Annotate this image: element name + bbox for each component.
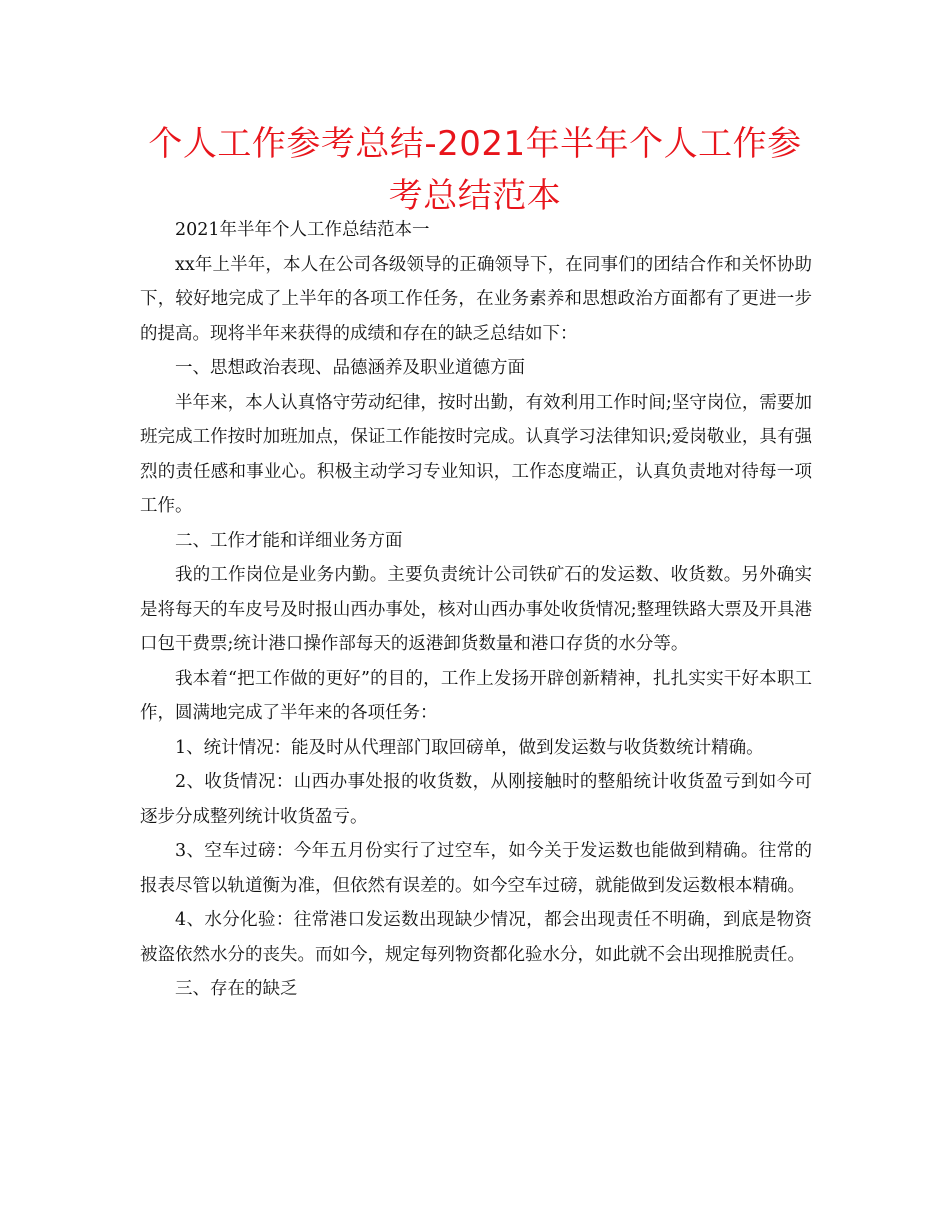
- paragraph-subtitle: 2021年半年个人工作总结范本一: [175, 220, 430, 240]
- paragraph-section-1: 半年来，本人认真恪守劳动纪律，按时出勤，有效利用工作时间;坚守岗位，需要加班完成工作按时加班加点，保证工作能按时完成。认真学习法律知识;爱岗敬业，具有强烈的责任感和事业心。积极主动学习专业知识，工作态度端正，认真负责地对待每一项工作。: [140, 392, 812, 516]
- section-heading-2: 二、工作才能和详细业务方面: [175, 530, 403, 551]
- list-item-1: 1、统计情况：能及时从代理部门取回磅单，做到发运数与收货数统计精确。: [175, 737, 764, 758]
- list-item-3: 3、空车过磅：今年五月份实行了过空车，如今关于发运数也能做到精确。往常的报表尽管以轨道衡为准，但依然有误差的。如今空车过磅，就能做到发运数根本精确。: [140, 841, 812, 896]
- list-item-2: 2、收货情况：山西办事处报的收货数，从刚接触时的整船统计收货盈亏到如今可逐步分成整列统计收货盈亏。: [140, 772, 812, 827]
- paragraph-section-2-b: 我本着“把工作做的更好”的目的，工作上发扬开辟创新精神，扎扎实实干好本职工作，圆满地完成了半年来的各项任务：: [140, 668, 812, 723]
- paragraph-intro: xx年上半年，本人在公司各级领导的正确领导下，在同事们的团结合作和关怀协助下，较好地完成了上半年的各项工作任务，在业务素养和思想政治方面都有了更进一步的提高。现将半年来获得的成绩和存在的缺乏总结如下：: [140, 254, 812, 344]
- section-heading-3: 三、存在的缺乏: [175, 979, 298, 999]
- list-item-4: 4、水分化验：往常港口发运数出现缺少情况，都会出现责任不明确，到底是物资被盗依然水分的丧失。而如今，规定每列物资都化验水分，如此就不会出现推脱责任。: [140, 910, 812, 965]
- document-title: 个人工作参考总结-2021年半年个人工作参考总结范本: [148, 124, 802, 216]
- paragraph-section-2: 我的工作岗位是业务内勤。主要负责统计公司铁矿石的发运数、收货数。另外确实是将每天的车皮号及时报山西办事处，核对山西办事处收货情况;整理铁路大票及开具港口包干费票;统计港口操作部每天的返港卸货数量和港口存货的水分等。: [140, 565, 812, 654]
- document-body: [140, 213, 812, 1007]
- section-heading-1: 一、思想政治表现、品德涵养及职业道德方面: [175, 358, 525, 378]
